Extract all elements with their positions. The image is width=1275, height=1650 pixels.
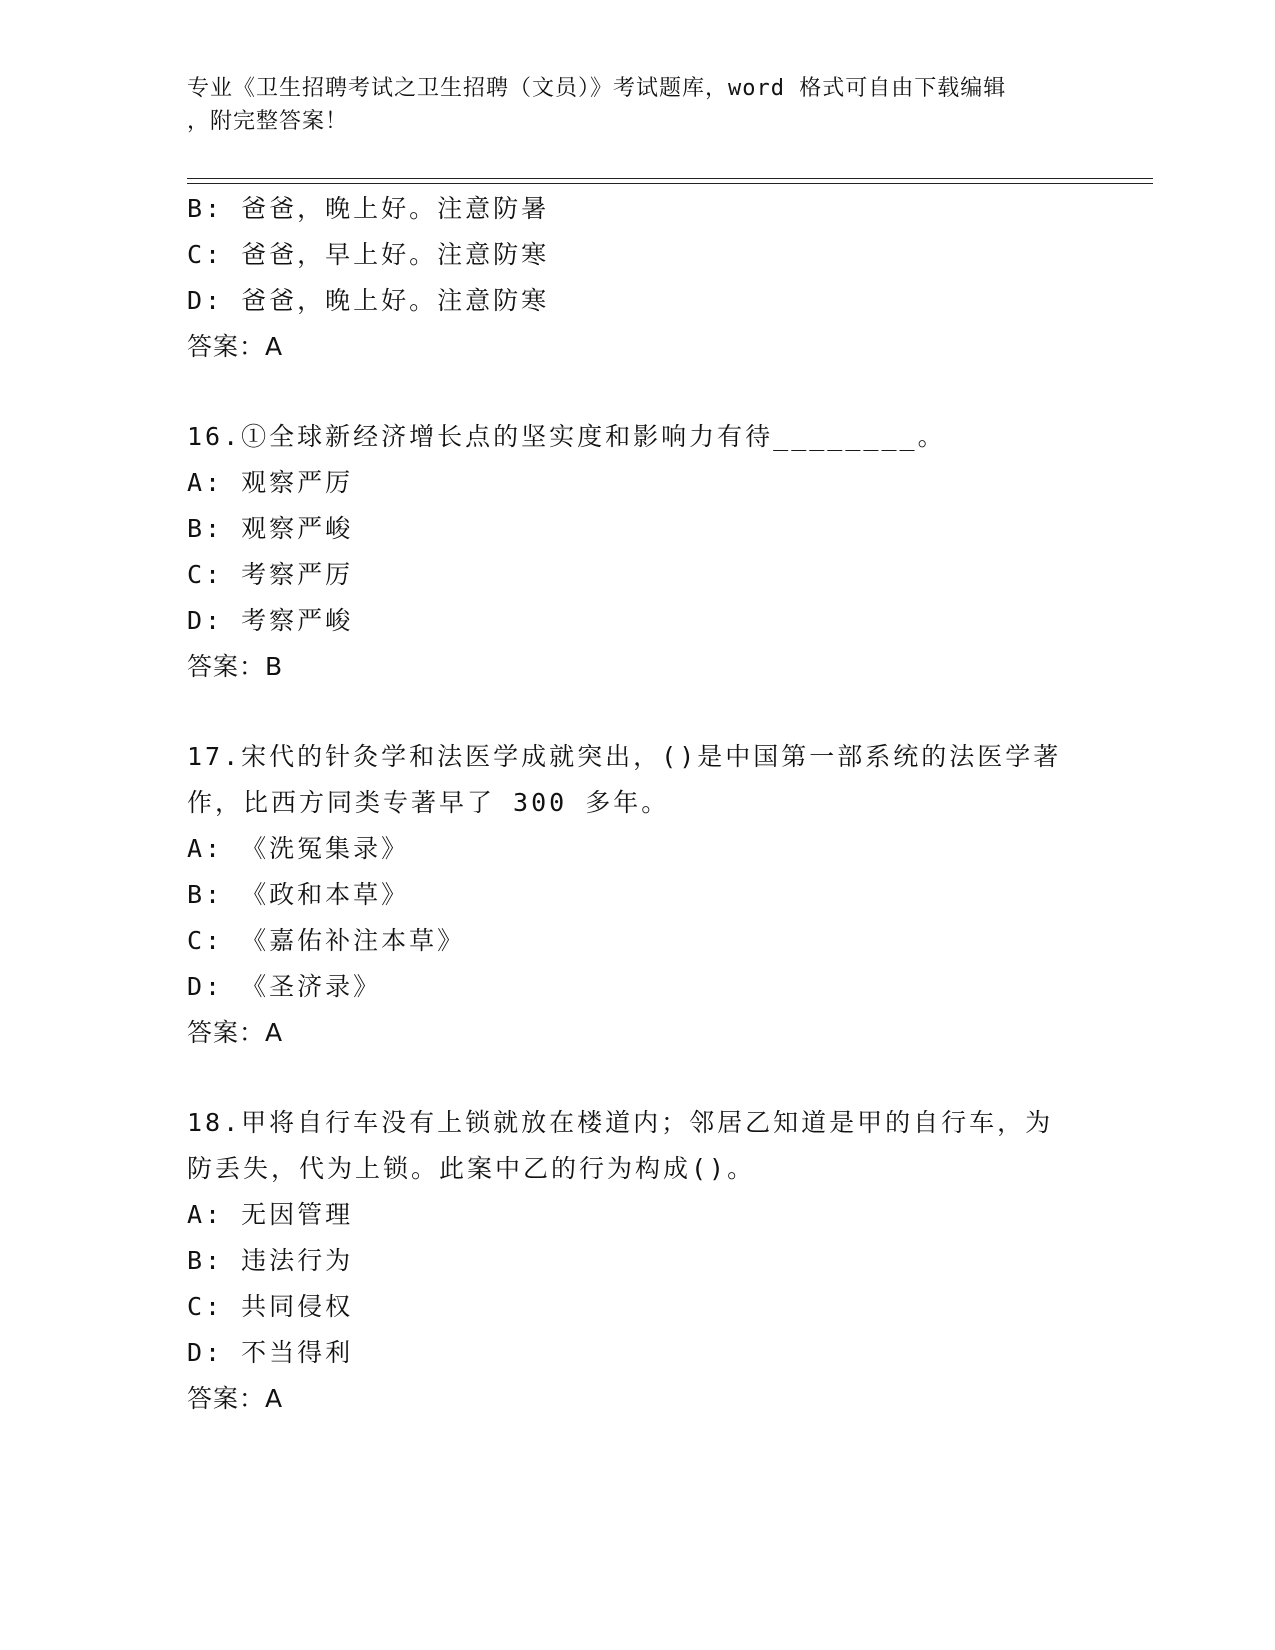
- option-key: B:: [187, 194, 224, 223]
- option-key: A:: [187, 1200, 224, 1229]
- header-line-1: 专业《卫生招聘考试之卫生招聘（文员）》考试题库，word 格式可自由下载编辑: [187, 76, 1007, 101]
- question-stem-line-1: 18.甲将自行车没有上锁就放在楼道内；邻居乙知道是甲的自行车，为: [187, 1108, 1054, 1137]
- answer-line: 答案：B: [187, 652, 284, 681]
- question-stem: 16.①全球新经济增长点的坚实度和影响力有待________。: [187, 422, 946, 451]
- option-text: 考察严厉: [241, 560, 354, 589]
- document-header: [187, 72, 1067, 138]
- header-rule-bottom: [187, 183, 1153, 184]
- option-text: 《圣济录》: [241, 972, 382, 1001]
- option-text: 爸爸，早上好。注意防寒: [241, 240, 550, 269]
- header-rule-top: [187, 178, 1153, 179]
- option-c: [187, 232, 1087, 278]
- option-text: 观察严厉: [241, 468, 354, 497]
- option-b: [187, 872, 1087, 918]
- option-key: B:: [187, 1246, 224, 1275]
- question-16: [187, 414, 1087, 690]
- option-d: [187, 598, 1087, 644]
- answer-line: 答案：A: [187, 332, 284, 361]
- option-d: [187, 278, 1087, 324]
- header-line-2: ，附完整答案！: [187, 109, 349, 134]
- option-key: C:: [187, 926, 224, 955]
- option-key: B:: [187, 514, 224, 543]
- option-text: 不当得利: [241, 1338, 354, 1367]
- option-text: 爸爸，晚上好。注意防暑: [241, 194, 550, 223]
- option-text: 考察严峻: [241, 606, 354, 635]
- option-c: [187, 918, 1087, 964]
- option-text: 爸爸，晚上好。注意防寒: [241, 286, 550, 315]
- answer-line: 答案：A: [187, 1018, 284, 1047]
- option-key: C:: [187, 1292, 224, 1321]
- option-b: [187, 186, 1087, 232]
- question-stem-line-2: 作，比西方同类专著早了 300 多年。: [187, 788, 670, 817]
- option-d: [187, 964, 1087, 1010]
- option-key: C:: [187, 560, 224, 589]
- option-text: 《洗冤集录》: [241, 834, 410, 863]
- option-a: [187, 826, 1087, 872]
- option-b: [187, 506, 1087, 552]
- option-text: 无因管理: [241, 1200, 354, 1229]
- option-text: 观察严峻: [241, 514, 354, 543]
- answer-line: 答案：A: [187, 1384, 284, 1413]
- option-key: A:: [187, 468, 224, 497]
- option-a: [187, 1192, 1087, 1238]
- option-b: [187, 1238, 1087, 1284]
- option-text: 违法行为: [241, 1246, 354, 1275]
- question-18: [187, 1100, 1087, 1422]
- option-key: B:: [187, 880, 224, 909]
- option-c: [187, 1284, 1087, 1330]
- option-key: D:: [187, 606, 224, 635]
- option-key: D:: [187, 1338, 224, 1367]
- question-15-continuation: [187, 186, 1087, 370]
- question-stem-line-2: 防丢失，代为上锁。此案中乙的行为构成()。: [187, 1154, 756, 1183]
- option-d: [187, 1330, 1087, 1376]
- option-text: 共同侵权: [241, 1292, 354, 1321]
- option-text: 《嘉佑补注本草》: [241, 926, 466, 955]
- option-key: D:: [187, 286, 224, 315]
- option-key: A:: [187, 834, 224, 863]
- question-17: [187, 734, 1087, 1056]
- option-c: [187, 552, 1087, 598]
- option-key: C:: [187, 240, 224, 269]
- option-a: [187, 460, 1087, 506]
- option-key: D:: [187, 972, 224, 1001]
- option-text: 《政和本草》: [241, 880, 410, 909]
- question-stem-line-1: 17.宋代的针灸学和法医学成就突出，()是中国第一部系统的法医学著: [187, 742, 1062, 771]
